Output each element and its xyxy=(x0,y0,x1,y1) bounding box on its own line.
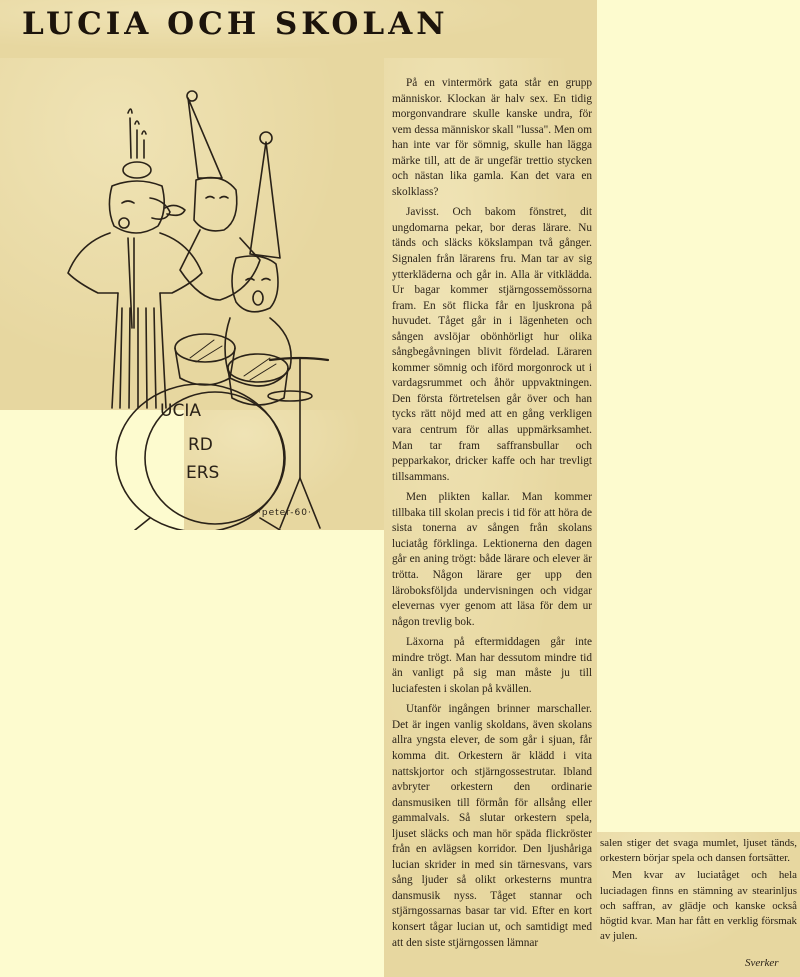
drum-lettering-line-2: RD xyxy=(188,435,213,455)
lucia-figure xyxy=(68,109,202,408)
article-continuation xyxy=(600,836,797,946)
article-paragraph: Läxorna på eftermiddagen går inte mindre trögt. Man har dessutom mindre tid än vanligt på sig man måste ju till luciafesten i skolan på kvällen. xyxy=(392,636,592,695)
article-headline: LUCIA OCH SKOLAN xyxy=(22,6,449,42)
article-body xyxy=(392,76,592,956)
drum-lettering-line-1: UCIA xyxy=(160,401,201,421)
author-signature: Sverker xyxy=(745,957,779,969)
article-paragraph: Men plikten kallar. Man kommer tillbaka till skolan precis i tid för att höra de sista tonerna av sången från skolans luciatåg förklinga. Lektionerna den dagen går en aning trögt: både lärare och elever är trötta. Någon lärare ger upp den läroboksföljda undervisningen och vidgar elevernas vyer genom att läsa för dem ur någon trevlig bok. xyxy=(392,491,592,628)
continuation-paragraph: salen stiger det svaga mumlet, ljuset tänds, orkestern börjar spela och dansen fortsätter. xyxy=(600,837,797,865)
drum-lettering-line-3: ERS xyxy=(186,463,220,483)
illustration-artist-signature: ·peter-60· xyxy=(258,508,312,518)
article-paragraph: Javisst. Och bakom fönstret, dit ungdomarna pekar, bor deras lärare. Nu tänds och släcks kökslampan två gånger. Signalen från lärarens fru. Man tar av sig ytterkläderna och går in. Alla är vitklädda. Ur bagar kommer stjärngossemössorna fram. En söt flicka får en ljuskrona på huvudet. Tåget går in i lägenheten och sången avslöjar obönhörligt hur olika sångbegåvningen blivit fördelad. Läraren kommer sömnig och iförd morgonrock ut i vardagsrummet och åhör uppvaktningen. Den första förtretelsen går över och han tycks rätt nöjd med att en gång verkligen vara centrum för allas uppmärksamhet. Man tar fram saffransbullar och pepparkakor, dricker kaffe och har trevligt tillsammans. xyxy=(392,206,592,483)
drum-kit xyxy=(116,334,328,530)
article-paragraph: Utanför ingången brinner marschaller. Det är ingen vanlig skoldans, även skolans allra yngsta elever, de som går i sjuan, får komma dit. Orkestern är klädd i vita nattskjortor och stjärngossestrutar. Ibland avbryter orkestern den ordinarie dansmusiken till förmån för allsång eller gammalvals. Så slutar orkestern spela, ljuset släcks och man hör späda flickröster från en avlägsen korridor. Den ljushåriga lucian skrider in med sin tärnesvans, vars sång ljuder så olikt orkesterns muntra dansmusik nyss. Tåget stannar och stjärngossarnas basar tar vid. Efter en kort konsert tågar lucian ut, och samtidigt med att den siste stjärngossen lämnar xyxy=(392,703,592,949)
lucia-band-illustration xyxy=(0,58,384,530)
saxophone-player-figure xyxy=(165,91,260,300)
continuation-paragraph: Men kvar av luciatåget och hela luciadagen finns en stämning av stearinljus och saffran, av glädje och kanske också högtid kvar. Man har fått en verklig försmak av julen. xyxy=(600,869,797,943)
article-paragraph: På en vintermörk gata står en grupp människor. Klockan är halv sex. En tidig morgonvandrare skulle kanske undra, för vem dessa människor skall "lussa". Men om han inte var för sömnig, skulle han lägga märke till, att de är ungefär trettio stycken och nästan lika gamla. Kan det vara en skolklass? xyxy=(392,77,592,198)
